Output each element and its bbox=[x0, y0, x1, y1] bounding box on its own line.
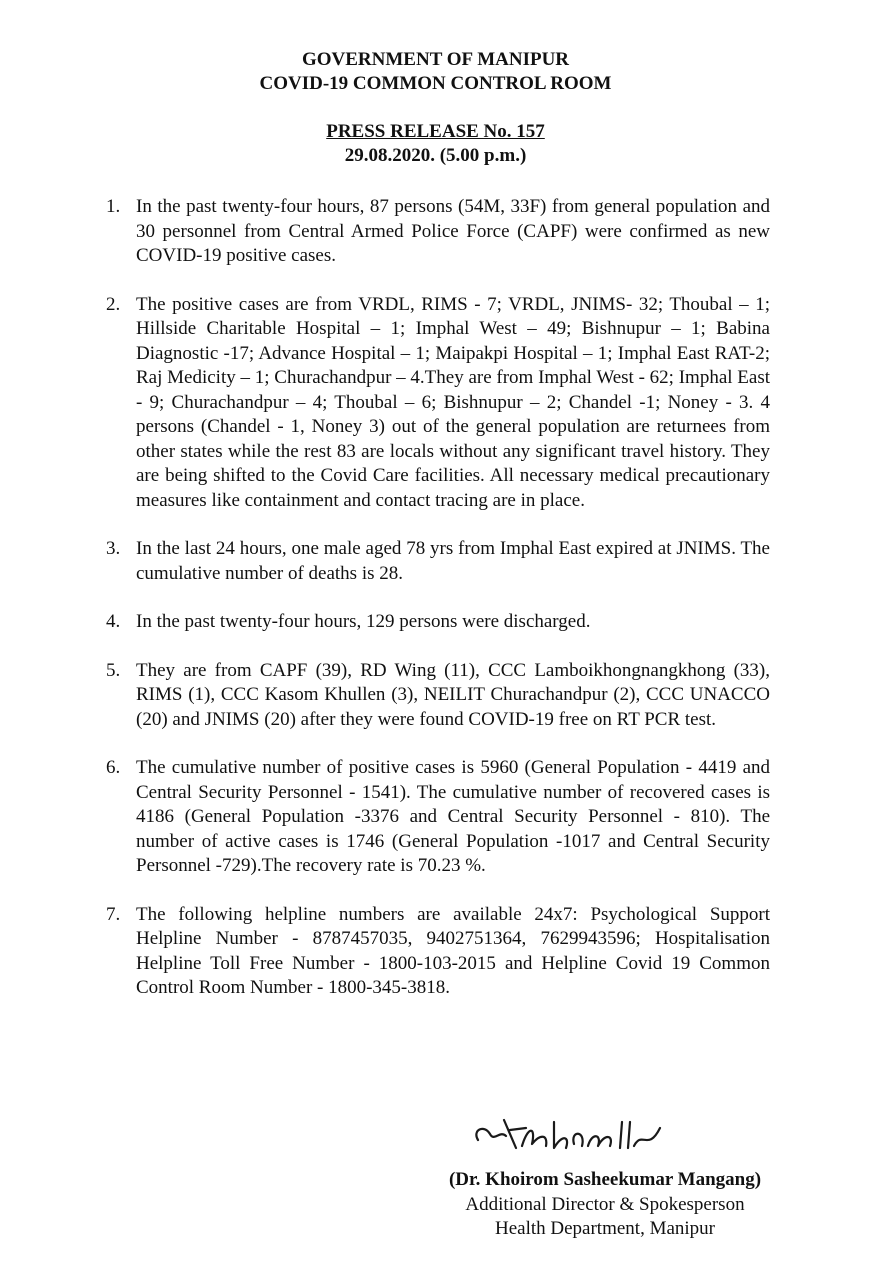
item-text: They are from CAPF (39), RD Wing (11), CCC Lamboikhongnangkhong (33), RIMS (1), CCC Kasom Khullen (3), NEILIT Churachandpur (2), CCC UNACCO (20) and JNIMS (20) after they were found COVID-19 free on RT PCR test. bbox=[136, 659, 770, 730]
release-number: PRESS RELEASE No. 157 bbox=[326, 121, 545, 142]
item-number: 1. bbox=[106, 196, 121, 217]
letterhead bbox=[0, 48, 871, 96]
item-number: 2. bbox=[106, 293, 121, 315]
item-number: 3. bbox=[106, 538, 121, 559]
list-item bbox=[106, 293, 770, 514]
item-text: In the past twenty-four hours, 87 persons (54M, 33F) from general population and 30 personnel from Central Armed Police Force (CAPF) were confirmed as new COVID-19 positive cases. bbox=[136, 196, 770, 266]
signatory-department: Health Department, Manipur bbox=[494, 1218, 715, 1239]
item-text: The positive cases are from VRDL, RIMS - 7; VRDL, JNIMS- 32; Thoubal – 1; Hillside Charitable Hospital – 1; Imphal West – 49; Bishnupur – 1; Babina Diagnostic -17; Advance Hospital – 1; Maipakpi Hospital – 1; Imphal East RAT-2; Raj Medicity – 1; Churachandpur – 4.They are from Imphal West - 62; Imphal East - 9; Churachandpur – 4; Thoubal – 6; Bishnupur – 2; Chandel -1; Noney - 3. 4 persons (Chandel - 1, Noney 3) out of the general population are returnees from other states while the rest 83 are locals without any significant travel history. They are being shifted to the Covid Care facilities. All necessary medical precautionary measures like containment and contact tracing are in place. bbox=[136, 293, 770, 511]
item-number: 4. bbox=[106, 611, 121, 632]
control-room-title: COVID-19 COMMON CONTROL ROOM bbox=[259, 73, 612, 94]
list-item bbox=[106, 537, 770, 586]
list-item bbox=[106, 659, 770, 733]
item-text: In the last 24 hours, one male aged 78 yrs from Imphal East expired at JNIMS. The cumulative number of deaths is 28. bbox=[136, 538, 770, 584]
signature-block bbox=[380, 1168, 830, 1242]
release-datetime: 29.08.2020. (5.00 p.m.) bbox=[344, 145, 527, 166]
government-title: GOVERNMENT OF MANIPUR bbox=[301, 49, 570, 70]
item-text: The following helpline numbers are available 24x7: Psychological Support Helpline Number - 8787457035, 9402751364, 7629943596; Hospitalisation Helpline Toll Free Number - 1800-103-2015 and Helpline Covid 19 Common Control Room Number - 1800-345-3818. bbox=[136, 903, 770, 998]
item-number: 5. bbox=[106, 659, 121, 681]
signatory-designation: Additional Director & Spokesperson bbox=[465, 1193, 745, 1215]
release-items bbox=[106, 195, 770, 1001]
item-number: 7. bbox=[106, 903, 121, 925]
handwritten-signature bbox=[470, 1108, 700, 1158]
list-item bbox=[106, 195, 770, 269]
item-text: In the past twenty-four hours, 129 persons were discharged. bbox=[136, 611, 591, 632]
list-item bbox=[106, 756, 770, 879]
release-info bbox=[0, 120, 871, 168]
list-item bbox=[106, 610, 770, 635]
item-text: The cumulative number of positive cases is 5960 (General Population - 4419 and Central Security Personnel - 1541). The cumulative number of recovered cases is 4186 (General Population -3376 and Central Security Personnel - 810). The number of active cases is 1746 (General Population -1017 and Central Security Personnel -729).The recovery rate is 70.23 %. bbox=[136, 757, 770, 876]
list-item bbox=[106, 903, 770, 1001]
signatory-name: (Dr. Khoirom Sasheekumar Mangang) bbox=[448, 1169, 762, 1190]
item-number: 6. bbox=[106, 757, 121, 778]
